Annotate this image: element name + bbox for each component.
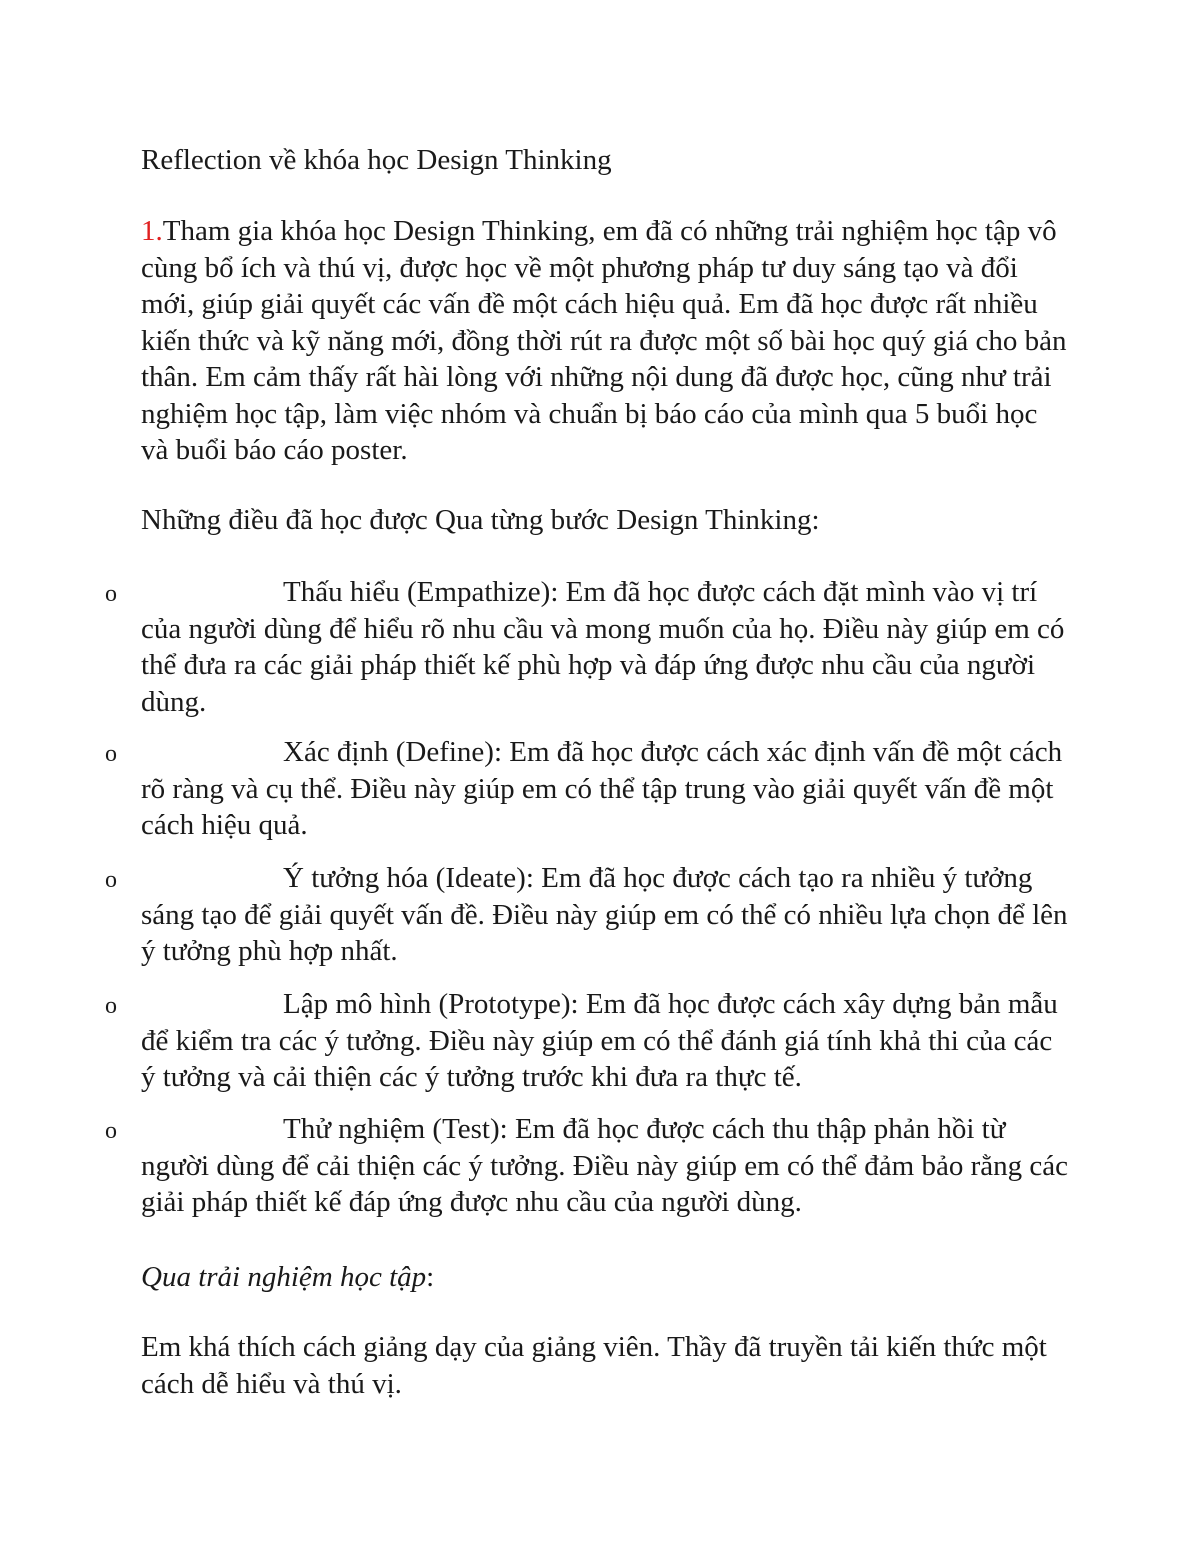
experience-heading-text: Qua trải nghiệm học tập xyxy=(141,1261,427,1293)
steps-heading: Những điều đã học được Qua từng bước Design Thinking: xyxy=(141,504,820,536)
experience-heading xyxy=(141,1259,1071,1296)
bullet-icon: o xyxy=(105,867,117,893)
step-empathize: Thấu hiểu (Empathize): Em đã học được cách đặt mình vào vị trí của người dùng để hiểu rõ nhu cầu và mong muốn của họ. Điều này giúp em có thể đưa ra các giải pháp thiết kế phù hợp và đáp ứng được nhu cầu của người dùng. xyxy=(141,576,1065,718)
step-define: Xác định (Define): Em đã học được cách xác định vấn đề một cách rõ ràng và cụ thể. Điều này giúp em có thể tập trung vào giải quyết vấn đề một cách hiệu quả. xyxy=(141,736,1063,841)
step-ideate: Ý tưởng hóa (Ideate): Em đã học được cách tạo ra nhiều ý tưởng sáng tạo để giải quyết vấn đề. Điều này giúp em có thể có nhiều lựa chọn để lên ý tưởng phù hợp nhất. xyxy=(141,862,1068,967)
step-test: Thử nghiệm (Test): Em đã học được cách thu thập phản hồi từ người dùng để cải thiện các ý tưởng. Điều này giúp em có thể đảm bảo rằng các giải pháp thiết kế đáp ứng được nhu cầu của người dùng. xyxy=(141,1113,1068,1218)
bullet-icon: o xyxy=(105,993,117,1019)
step-prototype: Lập mô hình (Prototype): Em đã học được cách xây dựng bản mẫu để kiểm tra các ý tưởng. Điều này giúp em có thể đánh giá tính khả thi của các ý tưởng và cải thiện các ý tưởng trước khi đưa ra thực tế. xyxy=(141,988,1058,1093)
intro-number: 1. xyxy=(141,215,163,247)
document-title: Reflection về khóa học Design Thinking xyxy=(141,144,612,176)
intro-text: Tham gia khóa học Design Thinking, em đã có những trải nghiệm học tập vô cùng bổ ích và thú vị, được học về một phương pháp tư duy sáng tạo và đổi mới, giúp giải quyết các vấn đề một cách hiệu quả. Em đã học được rất nhiều kiến thức và kỹ năng mới, đồng thời rút ra được một số bài học quý giá cho bản thân. Em cảm thấy rất hài lòng với những nội dung đã được học, cũng như trải nghiệm học tập, làm việc nhóm và chuẩn bị báo cáo của mình qua 5 buổi học và buổi báo cáo poster. xyxy=(141,215,1067,466)
experience-heading-colon: : xyxy=(426,1261,435,1293)
closing-paragraph: Em khá thích cách giảng dạy của giảng viên. Thầy đã truyền tải kiến thức một cách dễ hiểu và thú vị. xyxy=(141,1331,1047,1400)
bullet-icon: o xyxy=(105,1118,117,1144)
intro-paragraph xyxy=(141,213,1071,469)
bullet-icon: o xyxy=(105,581,117,607)
bullet-icon: o xyxy=(105,741,117,767)
